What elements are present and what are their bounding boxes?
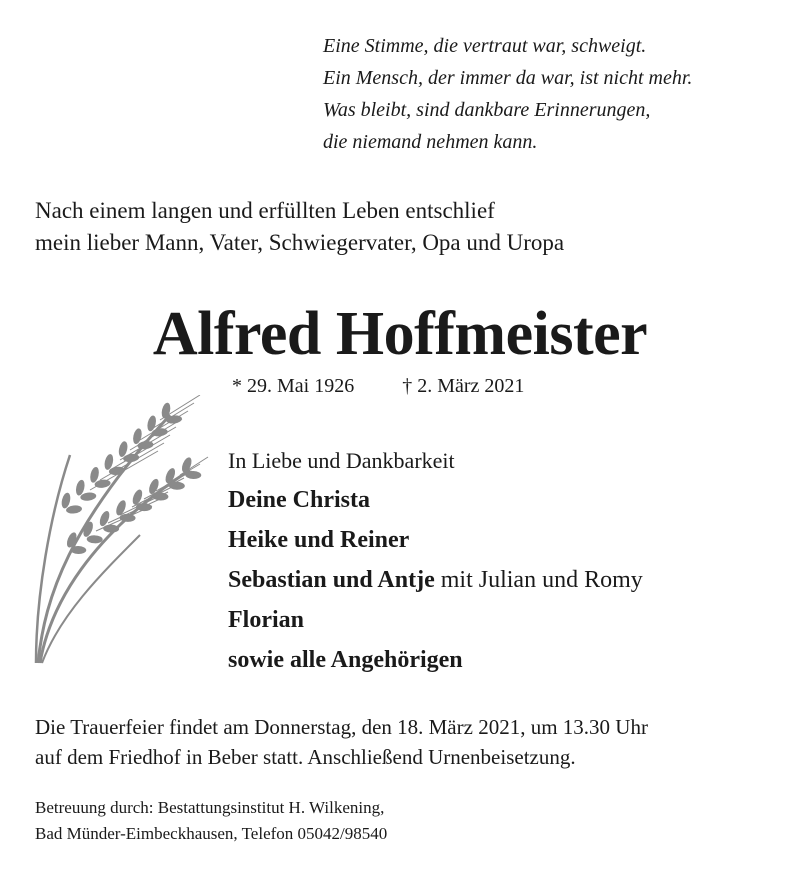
death-date: † 2. März 2021 — [402, 375, 525, 397]
wheat-ears-icon — [30, 395, 210, 670]
poem-line: die niemand nehmen kann. — [323, 131, 538, 153]
mourner-grandchildren-bold: Sebastian und Antje — [228, 567, 435, 593]
poem-line: Ein Mensch, der immer da war, ist nicht mehr. — [323, 67, 693, 89]
mourners-list — [228, 444, 643, 680]
poem-verse — [323, 30, 692, 158]
deceased-name: Alfred Hoffmeister — [152, 300, 648, 368]
life-dates — [232, 372, 524, 400]
funeral-home-info — [35, 795, 387, 847]
intro-text — [35, 195, 564, 259]
poem-line: Eine Stimme, die vertraut war, schweigt. — [323, 35, 647, 57]
care-line: Bad Münder-Eimbeckhausen, Telefon 05042/98540 — [35, 824, 388, 843]
service-line: auf dem Friedhof in Beber statt. Anschließend Urnenbeisetzung. — [35, 745, 576, 769]
intro-line: Nach einem langen und erfüllten Leben entschlief — [35, 198, 495, 223]
mourner-relatives: sowie alle Angehörigen — [228, 647, 463, 673]
mourners-lead: In Liebe und Dankbarkeit — [228, 448, 455, 473]
mourner-grandchildren — [228, 560, 643, 600]
intro-line: mein lieber Mann, Vater, Schwiegervater, Opa und Uropa — [35, 230, 565, 255]
care-line: Betreuung durch: Bestattungsinstitut H. Wilkening, — [35, 798, 385, 817]
mourner-children: Heike und Reiner — [228, 527, 410, 553]
service-info — [35, 712, 648, 772]
mourner-greatgrandchildren: mit Julian und Romy — [434, 567, 643, 593]
mourner-grandson: Florian — [228, 607, 304, 633]
service-line: Die Trauerfeier findet am Donnerstag, den 18. März 2021, um 13.30 Uhr — [35, 715, 648, 739]
mourner-wife: Deine Christa — [228, 487, 370, 513]
poem-line: Was bleibt, sind dankbare Erinnerungen, — [323, 99, 651, 121]
birth-date: * 29. Mai 1926 — [232, 375, 355, 397]
